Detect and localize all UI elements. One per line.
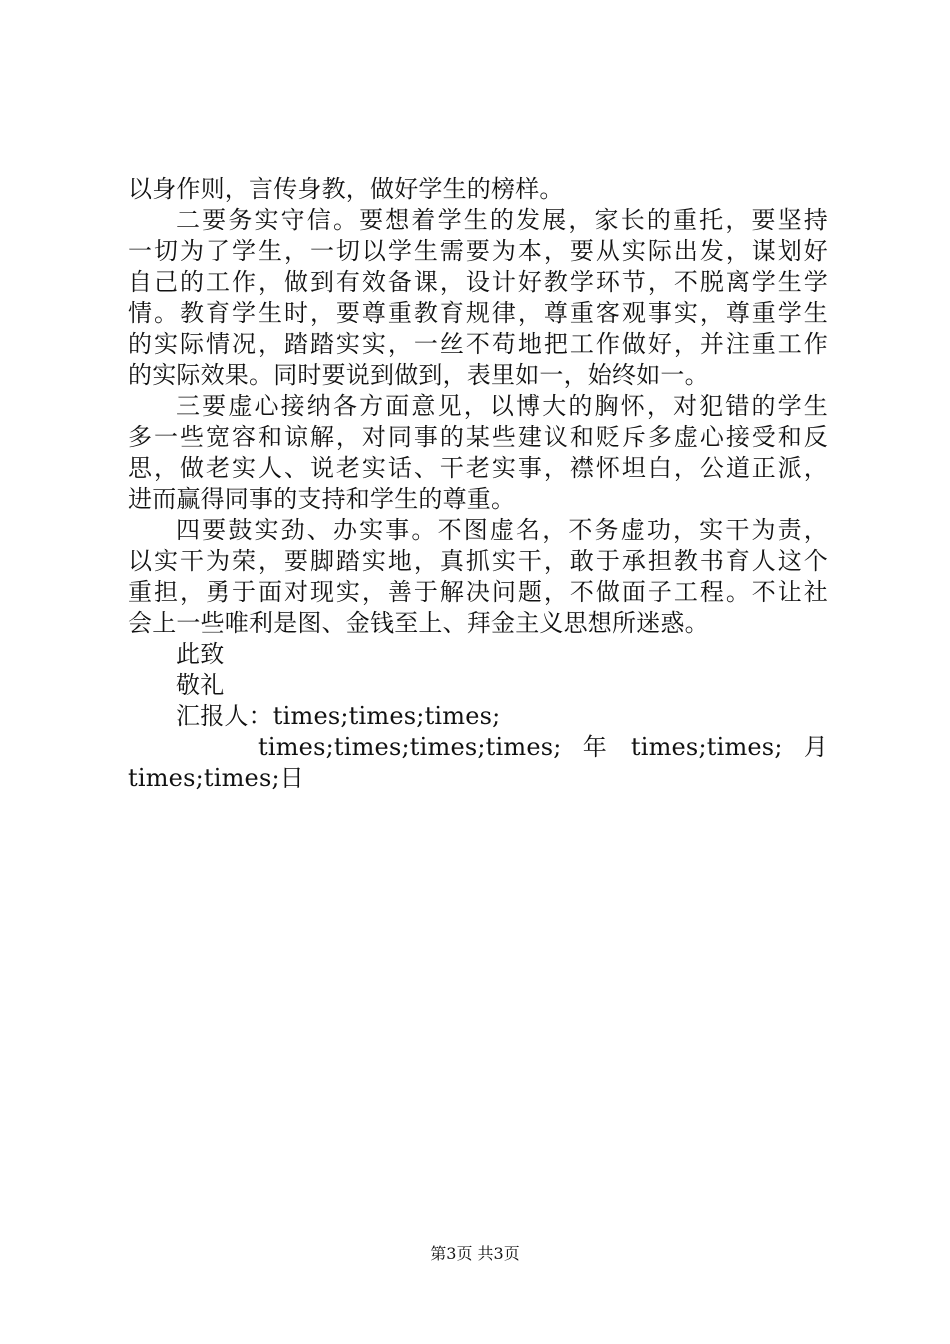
date-line: times;times;times;times; 年 times;times; 月	[258, 733, 828, 761]
paragraph-line: 三要虚心接纳各方面意见，以博大的胸怀，对犯错的学生	[176, 392, 828, 420]
document-body	[128, 174, 828, 794]
paragraph-line: 的实际效果。同时要说到做到，表里如一，始终如一。	[128, 361, 709, 389]
paragraph-line: 二要务实守信。要想着学生的发展，家长的重托，要坚持	[176, 206, 828, 234]
paragraph-line: 一切为了学生，一切以学生需要为本，要从实际出发，谋划好	[128, 237, 828, 265]
paragraph-line: 进而赢得同事的支持和学生的尊重。	[128, 485, 516, 513]
salutation-line: 此致	[176, 640, 225, 668]
page-number-footer: 第3页 共3页	[430, 1244, 520, 1263]
date-line-continued: times;times;日	[128, 764, 304, 792]
paragraph-line: 以身作则，言传身教，做好学生的榜样。	[128, 175, 564, 203]
paragraph-line: 多一些宽容和谅解，对同事的某些建议和贬斥多虚心接受和反	[128, 423, 828, 451]
paragraph-line: 情。教育学生时，要尊重教育规律，尊重客观事实，尊重学生	[128, 299, 828, 327]
paragraph-line: 以实干为荣，要脚踏实地，真抓实干，敢于承担教书育人这个	[128, 547, 828, 575]
reporter-line: 汇报人：times;times;times;	[176, 702, 501, 730]
paragraph-line: 会上一些唯利是图、金钱至上、拜金主义思想所迷惑。	[128, 609, 709, 637]
paragraph-line: 的实际情况，踏踏实实，一丝不苟地把工作做好，并注重工作	[128, 330, 828, 358]
paragraph-line: 思，做老实人、说老实话、干老实事，襟怀坦白，公道正派，	[128, 454, 828, 482]
paragraph-line: 自己的工作，做到有效备课，设计好教学环节，不脱离学生学	[128, 268, 828, 296]
salutation-line: 敬礼	[176, 671, 225, 699]
paragraph-line: 重担，勇于面对现实，善于解决问题，不做面子工程。不让社	[128, 578, 828, 606]
paragraph-line: 四要鼓实劲、办实事。不图虚名，不务虚功，实干为责，	[176, 516, 828, 544]
